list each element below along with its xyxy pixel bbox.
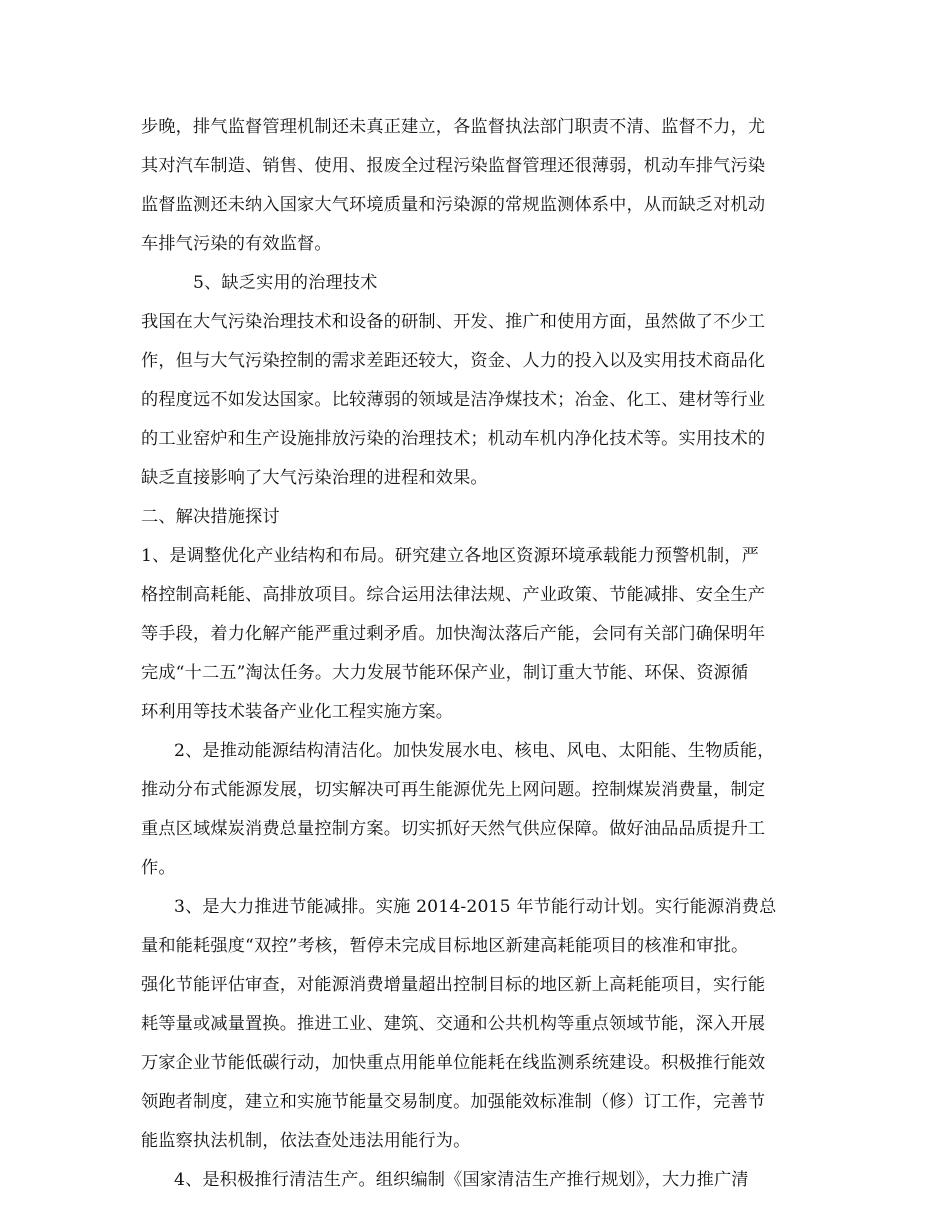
section-heading: 二、解决措施探讨 (141, 507, 280, 527)
text-line: 监督监测还未纳入国家大气环境质量和污染源的常规监测体系中，从而缺乏对机动 (141, 195, 766, 215)
text-line: 耗等量或减量置换。推进工业、建筑、交通和公共机构等重点领域节能，深入开展 (141, 1014, 766, 1034)
text-line: 量和能耗强度“双控”考核，暂停未完成目标地区新建高耗能项目的核准和审批。 (141, 936, 749, 956)
text-line: 作。 (141, 858, 176, 878)
text-line: 领跑者制度，建立和实施节能量交易制度。加强能效标准制（修）订工作，完善节 (141, 1092, 766, 1112)
text-line: 的程度远不如发达国家。比较薄弱的领域是洁净煤技术；冶金、化工、建材等行业 (141, 390, 766, 410)
text-line: 4、是积极推行清洁生产。组织编制《国家清洁生产推行规划》，大力推广清 (174, 1170, 749, 1190)
text-line: 3、是大力推进节能减排。实施 2014-2015 年节能行动计划。实行能源消费总 (174, 897, 777, 917)
text-line: 完成“十二五”淘汰任务。大力发展节能环保产业，制订重大节能、环保、资源循 (141, 663, 749, 683)
text-line: 缺乏直接影响了大气污染治理的进程和效果。 (141, 468, 488, 488)
text-line: 2、是推动能源结构清洁化。加快发展水电、核电、风电、太阳能、生物质能， (174, 741, 775, 761)
text-line: 环利用等技术装备产业化工程实施方案。 (141, 702, 454, 722)
text-line: 重点区域煤炭消费总量控制方案。切实抓好天然气供应保障。做好油品品质提升工 (141, 819, 766, 839)
text-line: 推动分布式能源发展，切实解决可再生能源优先上网问题。控制煤炭消费量，制定 (141, 780, 766, 800)
text-line: 车排气污染的有效监督。 (141, 234, 332, 254)
text-line: 1、是调整优化产业结构和布局。研究建立各地区资源环境承载能力预警机制，严 (141, 546, 759, 566)
text-line: 的工业窑炉和生产设施排放污染的治理技术；机动车机内净化技术等。实用技术的 (141, 429, 766, 449)
text-line: 步晚，排气监督管理机制还未真正建立，各监督执法部门职责不清、监督不力，尤 (141, 117, 766, 137)
section-heading: 5、缺乏实用的治理技术 (193, 273, 378, 293)
text-line: 作，但与大气污染控制的需求差距还较大，资金、人力的投入以及实用技术商品化 (141, 351, 766, 371)
text-line: 强化节能评估审查，对能源消费增量超出控制目标的地区新上高耗能项目，实行能 (141, 975, 766, 995)
text-line: 格控制高耗能、高排放项目。综合运用法律法规、产业政策、节能减排、安全生产 (141, 585, 766, 605)
document-page (141, 108, 813, 1200)
text-line: 其对汽车制造、销售、使用、报废全过程污染监督管理还很薄弱，机动车排气污染 (141, 156, 766, 176)
text-line: 能监察执法机制，依法查处违法用能行为。 (141, 1131, 471, 1151)
text-line: 万家企业节能低碳行动，加快重点用能单位能耗在线监测系统建设。积极推行能效 (141, 1053, 766, 1073)
text-line: 等手段，着力化解产能严重过剩矛盾。加快淘汰落后产能，会同有关部门确保明年 (141, 624, 766, 644)
text-line: 我国在大气污染治理技术和设备的研制、开发、推广和使用方面，虽然做了不少工 (141, 312, 766, 332)
